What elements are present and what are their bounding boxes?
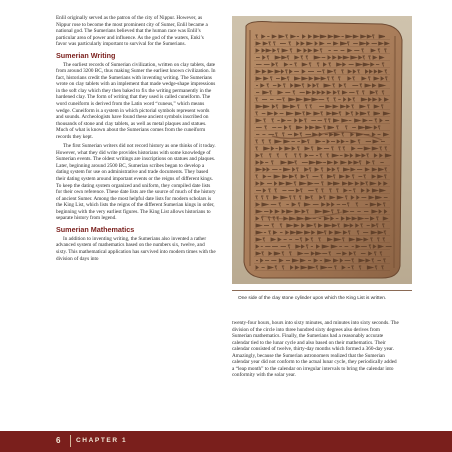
section-heading-mathematics: Sumerian Mathematics: [56, 224, 135, 234]
mathematics-paragraph-1: In addition to inventing writing, the Sumerians also invented a rather advanced system of mathematics based on the numbers six, twelve, and sixty. This mathematical application has survived into modern times with the division of days into: [56, 235, 216, 262]
section-heading-writing: Sumerian Writing: [56, 50, 116, 60]
writing-paragraph-1: The earliest records of Sumerian civilization, written on clay tablets, date from around 3200 BC, thus making Sumer the earliest known civilization. In fact, historians credit the Sumerians with inventing writing. The Sumerians wrote on clay tablets with an implement that made wedge-shape impressions in the soft clay which they then baked to fix the writing permanently in the hardened clay. The form of writing that they used is called cuneiform. The word cuneiform is derived from the Latin word “cuneus,” which means wedge. Cuneiform is a system in which pictorial symbols represent words and sounds. Archeologists have found these ancient symbols inscribed on thousands of stone and clay tablets, as well as metal plaques and statues. Much of what is known about the Sumerians comes from the cuneiform records they kept.: [56, 61, 216, 140]
figure-caption: One side of the clay stone cylinder upon which the King List is written.: [238, 296, 387, 301]
clay-tablet-photo: [232, 16, 412, 284]
right-column: [232, 320, 400, 379]
left-column: [56, 15, 216, 262]
writing-paragraph-2: The first Sumerian writers did not record history as one thinks of it today. However, what they did write provides historians with some knowledge of Sumerian events. The oldest writings are inscriptions on statues and plaques. Later, beginning around 2500 BC, Sumerian scribes began to develop a dating system for use on administrative and trade documents. They based their dating system around important events or the reigns of different kings. To keep the dating system organized and uniform, they compiled date lists for their own reference. These date lists are the source of much of the history of ancient Sumer. Among the most helpful date lists for modern scholars is the King List, which lists the reigns of the different Sumerian kings in order, beginning with the very earliest figures. The King List allows historians to separate history from legend.: [56, 143, 216, 222]
page-number: 6: [56, 436, 61, 445]
intro-paragraph: Enlil originally served as the patron of the city of Nippur. However, as Nippur rose to become the most prominent city of Sumer, Enlil became a national god. The Sumerians believed that the human race was Enlil’s particular area of power and influence. As the god of the waters, Enki’s favor was particularly important to survival for the Sumerians.: [56, 15, 208, 48]
page-footer: [0, 431, 452, 452]
tablet-image: [232, 16, 412, 284]
mathematics-paragraph-2: twenty-four hours, hours into sixty minutes, and minutes into sixty seconds. The division of the circle into three hundred sixty degrees also derives from Sumerian mathematics. Finally, the Sumerians had a reasonably accurate calendar tied to the lunar cycle and also based on their mathematics. Their calendar consisted of twelve, thirty-day months which formed a 360-day year. Amazingly, because the Sumerian astronomers realized that the Sumerian calendar year did not conform to the actual lunar cycle, they periodically added a “leap month” to the calendar on irregular intervals to bring the calendar into conformity with the solar year.: [232, 320, 399, 379]
chapter-label: CHAPTER 1: [76, 437, 128, 444]
caption-divider: [232, 290, 412, 291]
footer-separator: [70, 435, 71, 447]
